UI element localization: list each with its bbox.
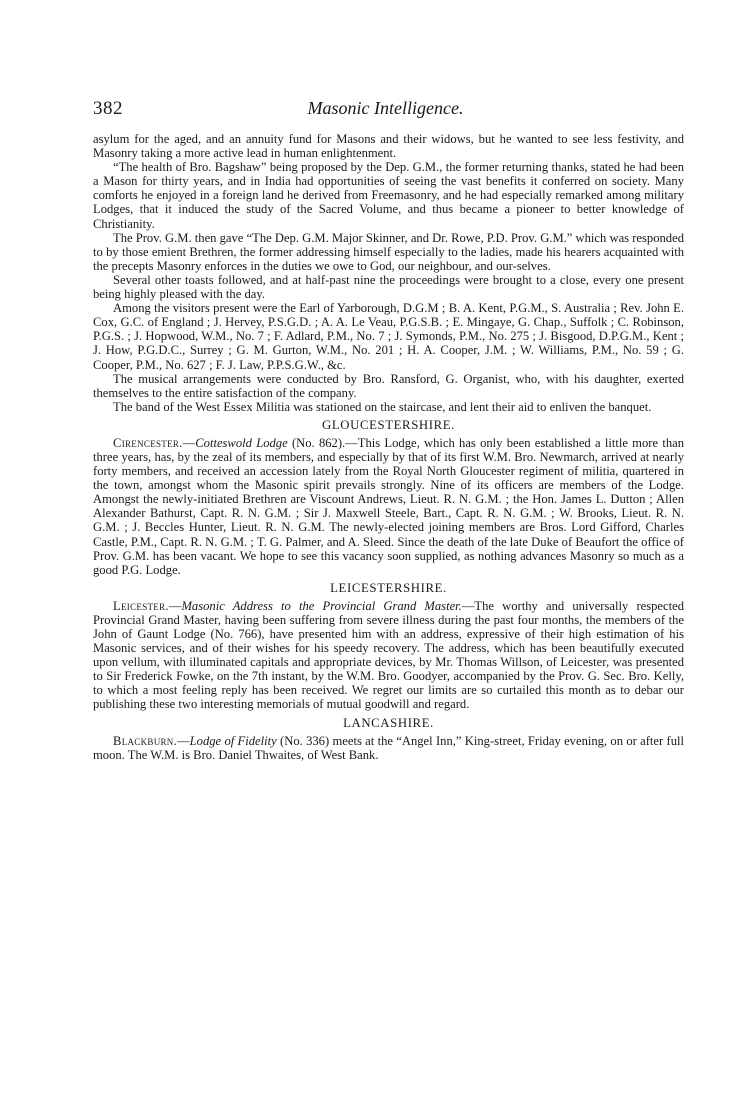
section-heading-lancashire: LANCASHIRE. (343, 715, 434, 730)
paragraph-bagshaw-toast: “The health of Bro. Bagshaw” being proposed by the Dep. G.M., the former returning thanks, stated he had been a Mason for thirty years, and in India had opportunities of seeing the vast benefits it conferred on society. Many comforts he enjoyed in a foreign land he derived from Freemasonry, and he had especially remarked among military Lodges, that it induced the study of the Sacred Volume, and thus became a pioneer to better knowledge of Christianity. (93, 160, 684, 231)
paragraph-cirencester (93, 436, 684, 577)
section-heading-gloucestershire: GLOUCESTERSHIRE. (322, 417, 455, 432)
paragraph-other-toasts: Several other toasts followed, and at half-past nine the proceedings were brought to a close, every one present being highly pleased with the day. (93, 272, 684, 302)
paragraph-music: The musical arrangements were conducted by Bro. Ransford, G. Organist, who, with his daughter, exerted themselves to the entire satisfaction of the company. (93, 371, 684, 400)
dash: — (168, 598, 182, 613)
paragraph-prov-gm-toast: The Prov. G.M. then gave “The Dep. G.M. Major Skinner, and Dr. Rowe, P.D. Prov. G.M.” which was responded to by those emient Brethren, the former addressing himself especially to the ladies, made his hearers acquainted with the precepts Masonry enforces in the duties we owe to God, our neighbour, and our-selves. (93, 230, 684, 273)
paragraph-blackburn (93, 734, 684, 762)
place-name: Leicester. (113, 598, 169, 613)
page-number: 382 (93, 98, 123, 119)
lodge-name: Cotteswold Lodge (195, 435, 288, 450)
dash: — (177, 733, 190, 748)
lodge-name: Lodge of Fidelity (189, 733, 277, 748)
paragraph-band: The band of the West Essex Militia was stationed on the staircase, and lent their aid to enliven the banquet. (113, 399, 652, 414)
place-name: Blackburn. (113, 733, 178, 748)
subject-title: Masonic Address to the Provincial Grand Master. (181, 598, 462, 613)
paragraph-text: (No. 336) meets at the “Angel Inn,” King-street, Friday evening, on or after full moon. The W.M. is Bro. Daniel Thwaites, of West Bank. (93, 733, 684, 762)
paragraph-continuation: asylum for the aged, and an annuity fund for Masons and their widows, but he wanted to see less festivity, and Masonry taking a more active lead in human enlightenment. (93, 132, 684, 161)
dash: — (182, 435, 196, 450)
section-heading-leicestershire: LEICESTERSHIRE. (330, 580, 447, 595)
running-title: Masonic Intelligence. (307, 98, 464, 118)
paragraph-leicester (93, 599, 684, 712)
running-head (93, 98, 678, 122)
article-body (93, 132, 684, 762)
paragraph-text: (No. 862).—This Lodge, which has only been established a little more than three years, has, by the zeal of its members, and especially by that of its first W.M. Bro. Newmarch, arrived at nearly forty members, and received an accession lately from the Royal North Gloucester regiment of militia, quartered in the town, amongst whom the Masonic spirit prevails strongly. Nine of its officers are members of the Lodge. Amongst the newly-initiated Brethren are Viscount Andrews, Lieut. R. N. G.M. ; the Hon. James L. Dutton ; Allen Alexander Bathurst, Capt. R. N. G.M. ; Sir J. Maxwell Steele, Bart., Capt. R. N. G.M. ; W. Brooks, Lieut. R. N. G.M. ; J. Beccles Hunter, Lieut. R. N. G.M. The newly-elected joining members are Bros. Lord Gifford, Charles Castle, P.M., Capt. R. N. G.M. ; T. G. Palmer, and A. Sleed. Since the death of the late Duke of Beaufort the office of Prov. G.M. has been vacant. We hope to see this vacancy soon supplied, as nothing advances Masonry so much as a good P.G. Lodge. (93, 435, 685, 577)
place-name: Cirencester. (113, 435, 183, 450)
paragraph-visitors: Among the visitors present were the Earl of Yarborough, D.G.M ; B. A. Kent, P.G.M., S. Australia ; Rev. John E. Cox, G.C. of England ; J. Hervey, P.S.G.D. ; A. A. Le Veau, P.G.S.B. ; E. Mingaye, G. Chap., Suffolk ; C. Robinson, P.G.S. ; J. Hopwood, W.M., No. 7 ; F. Adlard, P.M., No. 7 ; J. Symonds, P.M., No. 275 ; J. Bisgood, D.P.G.M., Kent ; J. How, P.G.D.C., Surrey ; G. M. Gurton, W.M., No. 201 ; H. A. Cooper, J.M. ; W. Williams, P.M., No. 59 ; G. Cooper, P.M., No. 627 ; F. J. Law, P.P.S.G.W., &c. (93, 301, 684, 372)
paragraph-text: —The worthy and universally respected Provincial Grand Master, having been suffering from severe illness during the past four months, the members of the John of Gaunt Lodge (No. 766), have presented him with an address, expressive of their high estimation of his Masonic services, and of their wishes for his speedy recovery. The address, which has been beautifully executed upon vellum, with illuminated capitals and appropriate devices, by Mr. Thomas Willson, of Leicester, was presented to Sir Frederick Fowke, on the 7th instant, by the W.M. Bro. Goodyer, accompanied by the Prov. G. Sec. Bro. Kelly, to which a most feeling reply has been received. We regret our limits are so curtailed this month as to debar our publishing these two interesting memorials of mutual goodwill and regard. (93, 598, 684, 712)
